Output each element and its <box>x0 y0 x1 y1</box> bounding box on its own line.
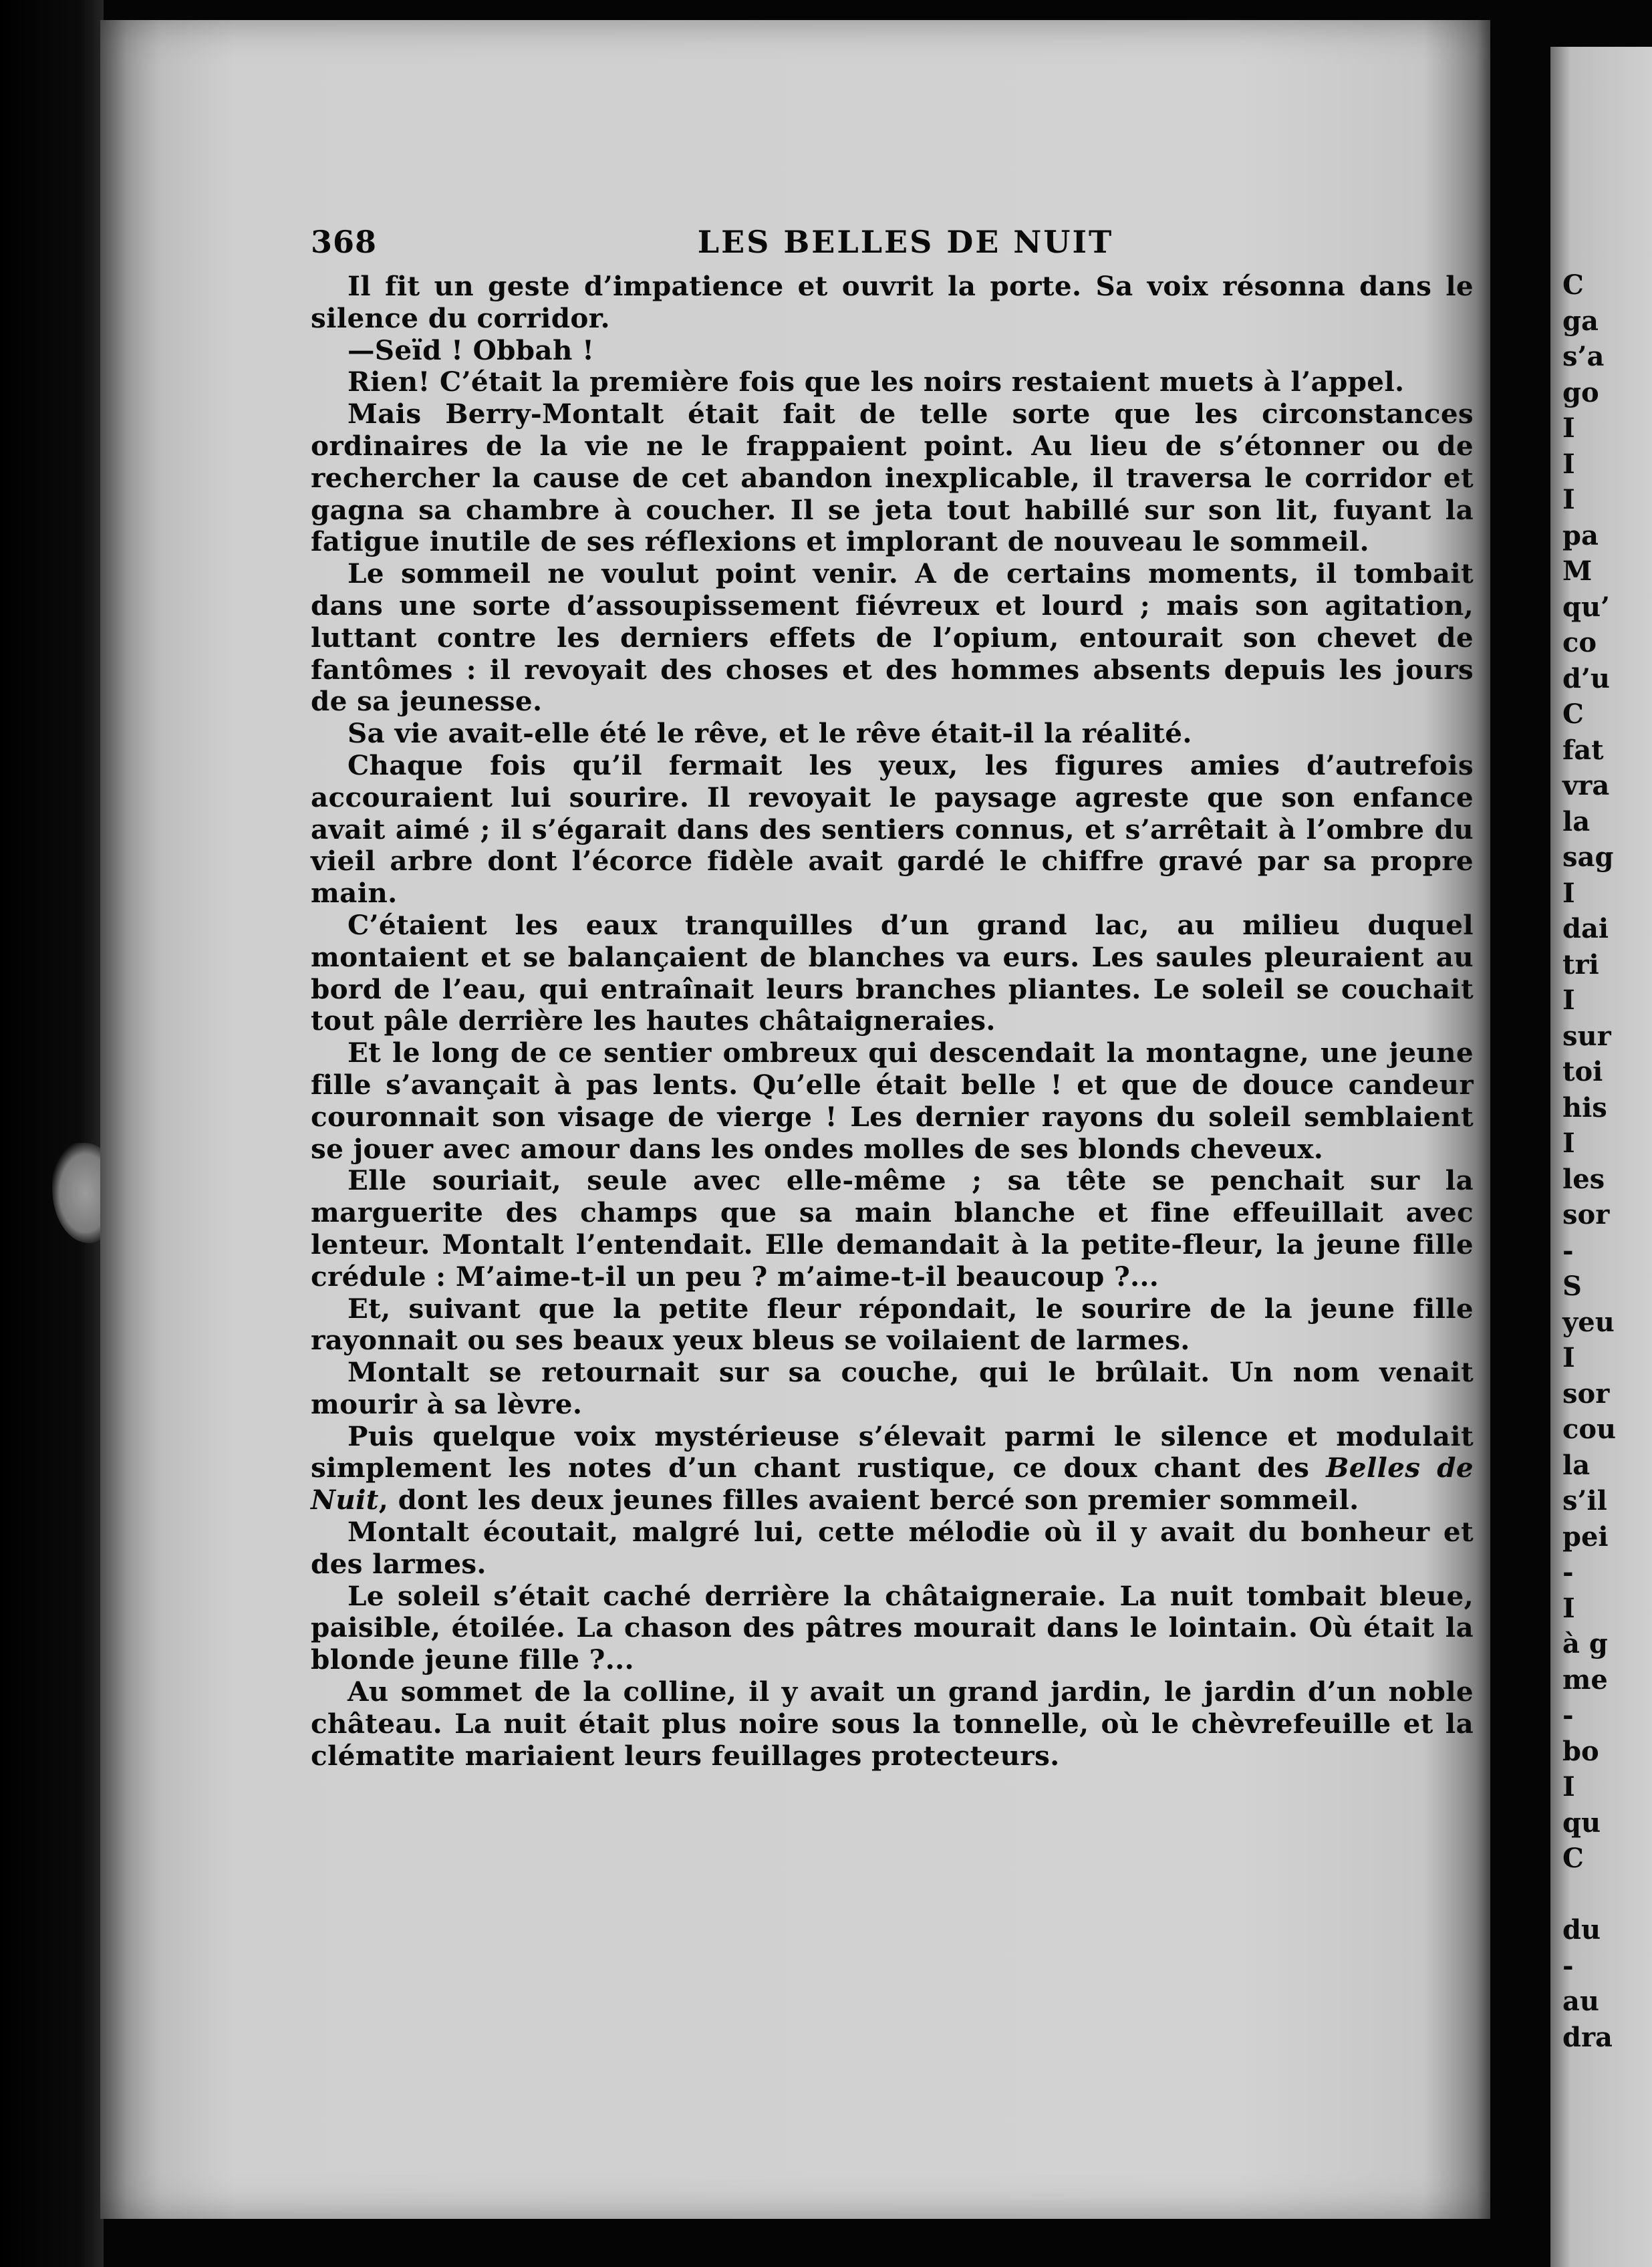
paragraph: —Seïd ! Obbah ! <box>348 334 595 366</box>
adjacent-page-fragment: M <box>1562 555 1593 587</box>
adjacent-page-fragment: la <box>1562 1449 1591 1481</box>
adjacent-page-fragment: - <box>1562 1700 1574 1731</box>
adjacent-page-fragment: I <box>1562 877 1575 909</box>
adjacent-page-fragment: pei <box>1562 1520 1609 1553</box>
paragraph: Le sommeil ne voulut point venir. A de certains moments, il tombait dans une sorte d’assoupissement fiévreux et lourd ; mais son agitation, luttant contre les derniers effets de l’opium, entourait son chevet de fantômes : il revoyait des choses et des hommes absents depuis les jours de sa jeunesse. <box>311 557 1474 718</box>
adjacent-page-fragment: his <box>1562 1091 1607 1123</box>
adjacent-page-fragment: à g <box>1562 1628 1608 1659</box>
adjacent-page-fragment: I <box>1562 448 1575 480</box>
adjacent-page-fragment: sur <box>1562 1020 1611 1052</box>
adjacent-page-fragment: s’a <box>1562 341 1605 372</box>
italic-title: Belles de Nuit <box>311 1452 1474 1516</box>
adjacent-page-fragment: I <box>1562 484 1575 515</box>
adjacent-page-fragment: bo <box>1562 1735 1599 1767</box>
adjacent-page-fragment: I <box>1562 1127 1575 1159</box>
adjacent-page-fragment: dra <box>1562 2021 1613 2053</box>
adjacent-page-fragment <box>1562 1877 1616 1913</box>
adjacent-page-fragment: go <box>1562 376 1599 408</box>
paragraph: Le soleil s’était caché derrière la châtaigneraie. La nuit tombait bleue, paisible, étoilée. La chason des pâtres mourait dans le lointain. Où était la blonde jeune fille ?... <box>311 1579 1474 1676</box>
adjacent-page-fragment: co <box>1562 627 1597 658</box>
page-content <box>311 224 1474 1772</box>
body-text <box>311 271 1474 1772</box>
adjacent-page-fragment: I <box>1562 412 1575 444</box>
adjacent-page-fragment: I <box>1562 1771 1575 1803</box>
paragraph: C’étaient les eaux tranquilles d’un grand lac, au milieu duquel montaient et se balançaient de blanches va eurs. Les saules pleuraient au bord de l’eau, qui entraînait leurs branches pliantes. Le soleil se couchait tout pâle derrière les hautes châtaigneraies. <box>311 908 1474 1037</box>
paragraph: Sa vie avait-elle été le rêve, et le rêve était-il la réalité. <box>348 717 1192 750</box>
adjacent-page-fragment: tri <box>1562 948 1599 980</box>
adjacent-page-fragment: - <box>1562 1557 1574 1588</box>
book-page <box>100 20 1490 2219</box>
page-number: 368 <box>311 224 378 260</box>
paragraph: Rien! C’était la première fois que les noirs restaient muets à l’appel. <box>348 366 1405 398</box>
adjacent-page-fragment: - <box>1562 1950 1574 1982</box>
adjacent-page-fragment: ga <box>1562 305 1599 337</box>
paragraph: Elle souriait, seule avec elle-même ; sa tête se penchait sur la marguerite des champs que sa main blanche et fine effeuillait avec lenteur. Montalt l’entendait. Elle demandait à la petite-fleur, la jeune fille crédule : M’aime-t-il un peu ? m’aime-t-il beaucoup ?... <box>311 1164 1474 1293</box>
paragraph: Il fit un geste d’impatience et ouvrit la porte. Sa voix résonna dans le silence du corridor. <box>311 270 1474 334</box>
paragraph: Montalt écoutait, malgré lui, cette mélodie où il y avait du bonheur et des larmes. <box>311 1516 1474 1580</box>
adjacent-page-fragment: qu <box>1562 1807 1601 1839</box>
binding-shadow <box>0 0 104 2267</box>
paragraph <box>311 1421 1474 1516</box>
adjacent-page-fragment: dai <box>1562 913 1609 944</box>
adjacent-page-fragment: sor <box>1562 1377 1610 1410</box>
adjacent-page-fragment: la <box>1562 805 1591 837</box>
adjacent-page-fragment: sag <box>1562 841 1614 873</box>
adjacent-page-fragment: C <box>1562 269 1584 301</box>
adjacent-page-fragment: vra <box>1562 770 1610 801</box>
adjacent-page-edge <box>1550 47 1652 2267</box>
adjacent-page-fragment: yeu <box>1562 1306 1615 1338</box>
adjacent-page-fragment: C <box>1562 1843 1584 1874</box>
adjacent-page-fragment: les <box>1562 1163 1605 1195</box>
adjacent-page-fragment: pa <box>1562 519 1599 551</box>
paragraph-text: Puis quelque voix mystérieuse s’élevait parmi le silence et modulait simplement les notes d’un chant rustique, ce doux chant des <box>311 1420 1474 1484</box>
adjacent-page-fragment: cou <box>1562 1414 1617 1445</box>
adjacent-page-fragment: S <box>1562 1271 1582 1302</box>
adjacent-page-fragment: toi <box>1562 1056 1603 1087</box>
adjacent-page-fragment: d’u <box>1562 662 1610 694</box>
paragraph: Et, suivant que la petite fleur répondait, le sourire de la jeune fille rayonnait ou ses beaux yeux bleus se voilaient de larmes. <box>311 1292 1474 1357</box>
adjacent-page-fragment: du <box>1562 1914 1601 1946</box>
adjacent-page-fragment: me <box>1562 1663 1608 1696</box>
adjacent-page-fragment: I <box>1562 1342 1575 1373</box>
paragraph-text: , dont les deux jeunes filles avaient bercé son premier sommeil. <box>378 1484 1359 1516</box>
adjacent-page-fragment: I <box>1562 984 1575 1016</box>
adjacent-page-fragment: sor <box>1562 1199 1610 1230</box>
paragraph: Au sommet de la colline, il y avait un grand jardin, le jardin d’un noble château. La nuit était plus noire sous la tonnelle, où le chèvrefeuille et la clématite mariaient leurs feuillages protecteurs. <box>311 1676 1474 1772</box>
running-title: LES BELLES DE NUIT <box>697 224 1114 260</box>
adjacent-page-text <box>1562 267 1616 2055</box>
adjacent-page-fragment: au <box>1562 1986 1599 2017</box>
running-head <box>311 224 1474 271</box>
paragraph: Chaque fois qu’il fermait les yeux, les figures amies d’autrefois accouraient lui sourire. Il revoyait le paysage agreste que son enfance avait aimé ; il s’égarait dans des sentiers connus, et s’arrêtait à l’ombre du vieil arbre dont l’écorce fidèle avait gardé le chiffre gravé par sa propre main. <box>311 749 1474 910</box>
adjacent-page-fragment: qu’ <box>1562 591 1610 623</box>
adjacent-page-fragment: fat <box>1562 734 1604 766</box>
adjacent-page-fragment: I <box>1562 1592 1575 1624</box>
paragraph: Et le long de ce sentier ombreux qui descendait la montagne, une jeune fille s’avançait à pas lents. Qu’elle était belle ! et que de douce candeur couronnait son visage de vierge ! Les dernier rayons du soleil semblaient se jouer avec amour dans les ondes molles de ses blonds cheveux. <box>311 1037 1474 1165</box>
adjacent-page-fragment: C <box>1562 698 1584 730</box>
paragraph: Mais Berry-Montalt était fait de telle sorte que les circonstances ordinaires de la vie ne le frappaient point. Au lieu de s’étonner ou de rechercher la cause de cet abandon inexplicable, il traversa le corridor et gagna sa chambre à coucher. Il se jeta tout habillé sur son lit, fuyant la fatigue inutile de ses réflexions et implorant de nouveau le sommeil. <box>311 398 1474 558</box>
paragraph: Montalt se retournait sur sa couche, qui le brûlait. Un nom venait mourir à sa lèvre. <box>311 1356 1474 1420</box>
adjacent-page-fragment: s’il <box>1562 1485 1607 1516</box>
adjacent-page-fragment: - <box>1562 1234 1574 1266</box>
